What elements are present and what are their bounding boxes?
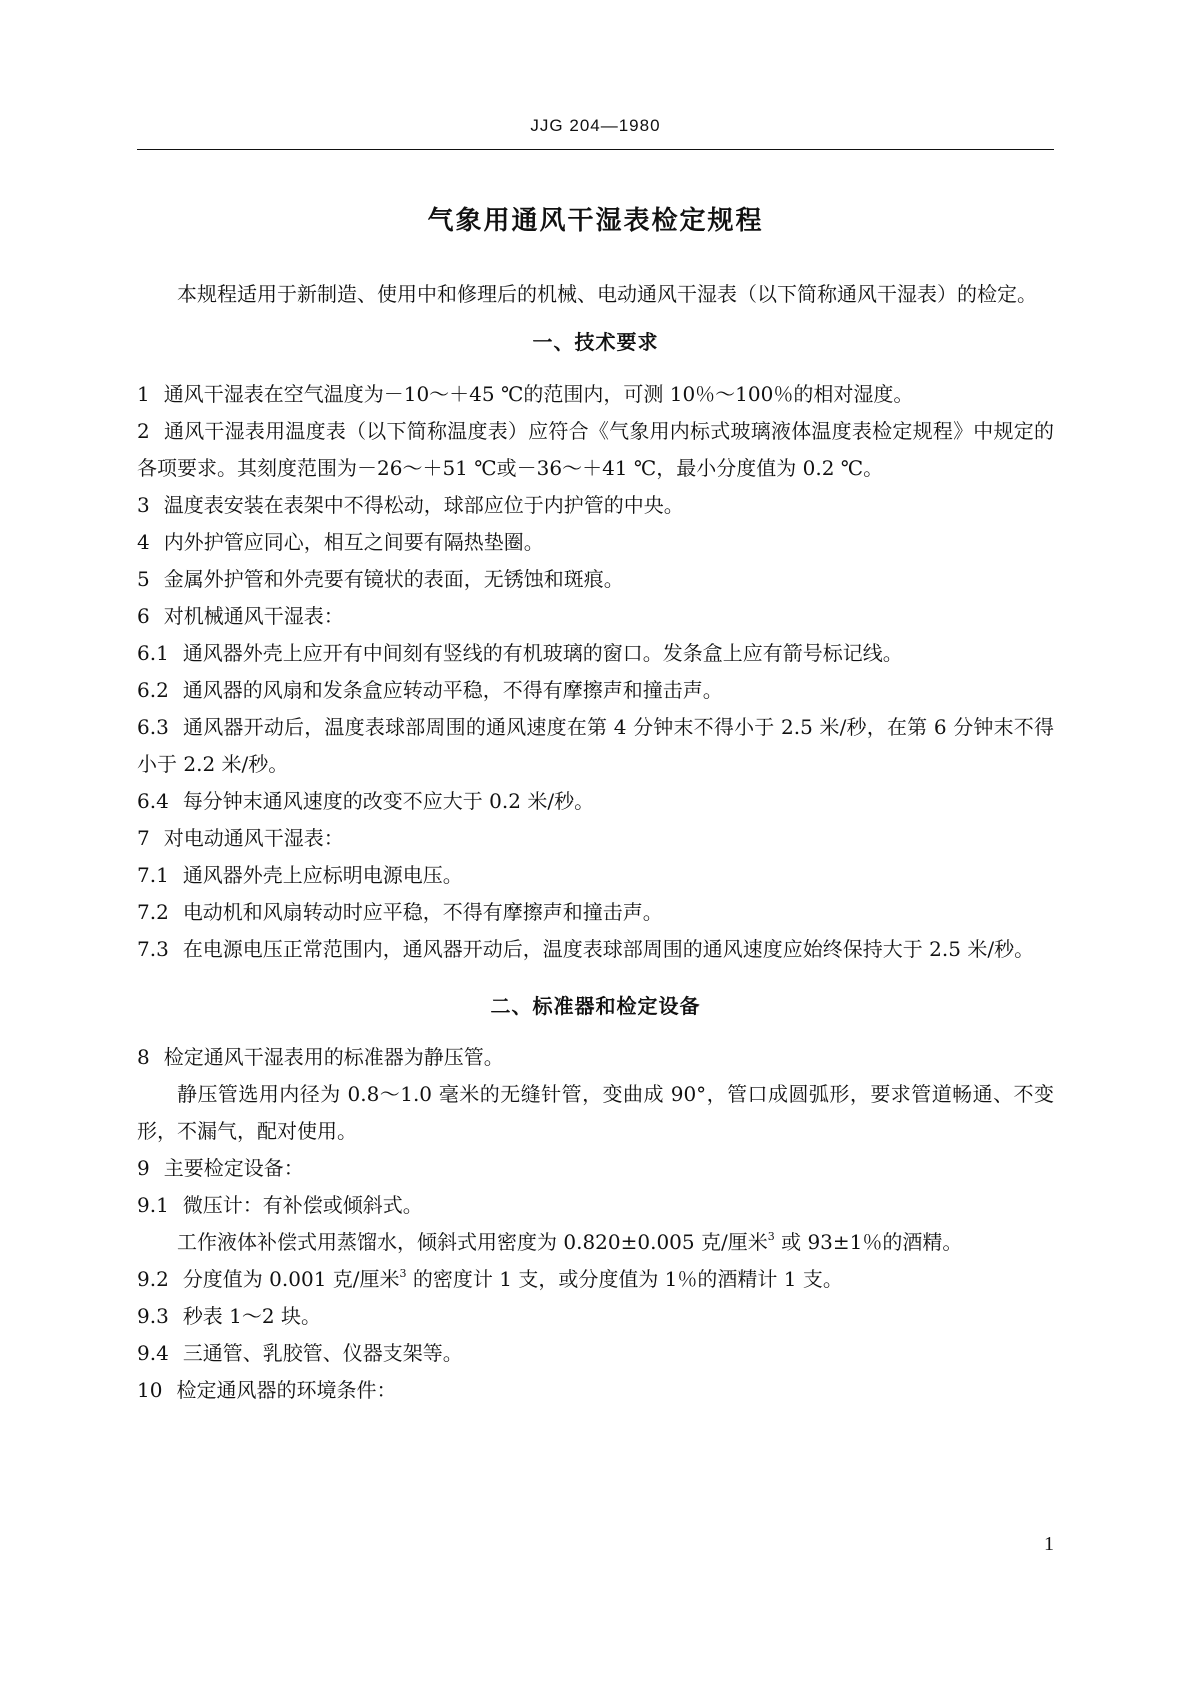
clause-text: 通风器外壳上应开有中间刻有竖线的有机玻璃的窗口。发条盒上应有箭号标记线。: [182, 641, 903, 665]
clause-1: [137, 376, 1054, 413]
clause-9-2: [137, 1261, 1054, 1298]
clause-5: [137, 561, 1054, 598]
clause-number: 9: [137, 1156, 150, 1180]
clause-number: 9.4: [137, 1341, 169, 1365]
clause-text: 通风器开动后，温度表球部周围的通风速度在第 4 分钟末不得小于 2.5 米/秒，在第 6 分钟末不得小于 2.2 米/秒。: [137, 715, 1054, 776]
clause-text: 每分钟末通风速度的改变不应大于 0.2 米/秒。: [182, 789, 595, 813]
clause-number: 6.3: [137, 715, 169, 739]
clause-text: 通风器的风扇和发条盒应转动平稳，不得有摩擦声和撞击声。: [182, 678, 723, 702]
clause-7-3: [137, 931, 1054, 968]
clause-number: 6.2: [137, 678, 169, 702]
standard-code: JJG 204—1980: [530, 116, 661, 135]
clause-number: 7.3: [137, 937, 169, 961]
clause-text: 通风器外壳上应标明电源电压。: [182, 863, 463, 887]
clause-text: 在电源电压正常范围内，通风器开动后，温度表球部周围的通风速度应始终保持大于 2.5 米/秒。: [182, 937, 1035, 961]
superscript: 3: [767, 1230, 775, 1243]
clause-text: 主要检定设备：: [163, 1156, 304, 1180]
header-divider: [137, 149, 1054, 150]
clause-6-3: [137, 709, 1054, 783]
clause-number: 6.1: [137, 641, 169, 665]
clause-number: 7: [137, 826, 150, 850]
clause-text: 金属外护管和外壳要有镜状的表面，无锈蚀和斑痕。: [163, 567, 624, 591]
clause-7: [137, 820, 1054, 857]
clause-number: 9.2: [137, 1267, 169, 1291]
clause-text: 三通管、乳胶管、仪器支架等。: [182, 1341, 463, 1365]
section-heading-standards-equipment: 二、标准器和检定设备: [490, 994, 701, 1018]
clause-text: 秒表 1～2 块。: [182, 1304, 321, 1328]
clause-number: 5: [137, 567, 150, 591]
clause-number: 4: [137, 530, 150, 554]
clause-6-4: [137, 783, 1054, 820]
clause-text: 检定通风干湿表用的标准器为静压管。: [163, 1045, 504, 1069]
clause-6-1: [137, 635, 1054, 672]
clause-number: 1: [137, 382, 150, 406]
clause-9: [137, 1150, 1054, 1187]
section-heading-technical-requirements: 一、技术要求: [532, 330, 659, 354]
clause-text: 微压计：有补偿或倾斜式。: [182, 1193, 423, 1217]
clause-number: 9.1: [137, 1193, 169, 1217]
clause-10: [137, 1372, 1054, 1409]
clause-text: 电动机和风扇转动时应平稳，不得有摩擦声和撞击声。: [182, 900, 663, 924]
clause-number: 6: [137, 604, 150, 628]
clause-text: 内外护管应同心，相互之间要有隔热垫圈。: [163, 530, 544, 554]
clause-number: 6.4: [137, 789, 169, 813]
clause-4: [137, 524, 1054, 561]
clause-number: 9.3: [137, 1304, 169, 1328]
intro-paragraph: 本规程适用于新制造、使用中和修理后的机械、电动通风干湿表（以下简称通风干湿表）的检定。: [177, 282, 1037, 306]
clause-text: 温度表安装在表架中不得松动，球部应位于内护管的中央。: [163, 493, 684, 517]
clause-text: 对机械通风干湿表：: [163, 604, 344, 628]
clause-text: 或 93±1％的酒精。: [774, 1230, 963, 1254]
clause-text: 通风干湿表在空气温度为－10～＋45 ℃的范围内，可测 10％～100％的相对湿度。: [163, 382, 914, 406]
clause-9-1: [137, 1187, 1054, 1224]
clause-number: 7.1: [137, 863, 169, 887]
page-number: 1: [1044, 1533, 1054, 1555]
clause-8: [137, 1039, 1054, 1076]
clause-7-2: [137, 894, 1054, 931]
clause-text: 的密度计 1 支，或分度值为 1％的酒精计 1 支。: [406, 1267, 843, 1291]
clause-number: 2: [137, 419, 150, 443]
clause-6: [137, 598, 1054, 635]
clause-text: 工作液体补偿式用蒸馏水，倾斜式用密度为 0.820±0.005 克/厘米: [177, 1230, 768, 1254]
clause-text: 检定通风器的环境条件：: [176, 1378, 397, 1402]
clause-text: 分度值为 0.001 克/厘米: [182, 1267, 400, 1291]
clause-number: 3: [137, 493, 150, 517]
document-body: [137, 276, 1054, 1409]
clause-3: [137, 487, 1054, 524]
clause-8-detail: 静压管选用内径为 0.8～1.0 毫米的无缝针管，变曲成 90°，管口成圆弧形，要求管道畅通、不变形，不漏气，配对使用。: [137, 1082, 1054, 1143]
clause-number: 10: [137, 1378, 163, 1402]
clause-text: 通风干湿表用温度表（以下简称温度表）应符合《气象用内标式玻璃液体温度表检定规程》中规定的各项要求。其刻度范围为－26～＋51 ℃或－36～＋41 ℃，最小分度值为 0.2 ℃。: [137, 419, 1054, 480]
page-title: 气象用通风干湿表检定规程: [427, 206, 764, 236]
clause-9-1-detail: [137, 1224, 1054, 1261]
clause-9-3: [137, 1298, 1054, 1335]
clause-7-1: [137, 857, 1054, 894]
clause-9-4: [137, 1335, 1054, 1372]
clause-number: 7.2: [137, 900, 169, 924]
clause-number: 8: [137, 1045, 150, 1069]
superscript: 3: [399, 1267, 407, 1280]
clause-text: 对电动通风干湿表：: [163, 826, 344, 850]
clause-2: [137, 413, 1054, 487]
clause-6-2: [137, 672, 1054, 709]
